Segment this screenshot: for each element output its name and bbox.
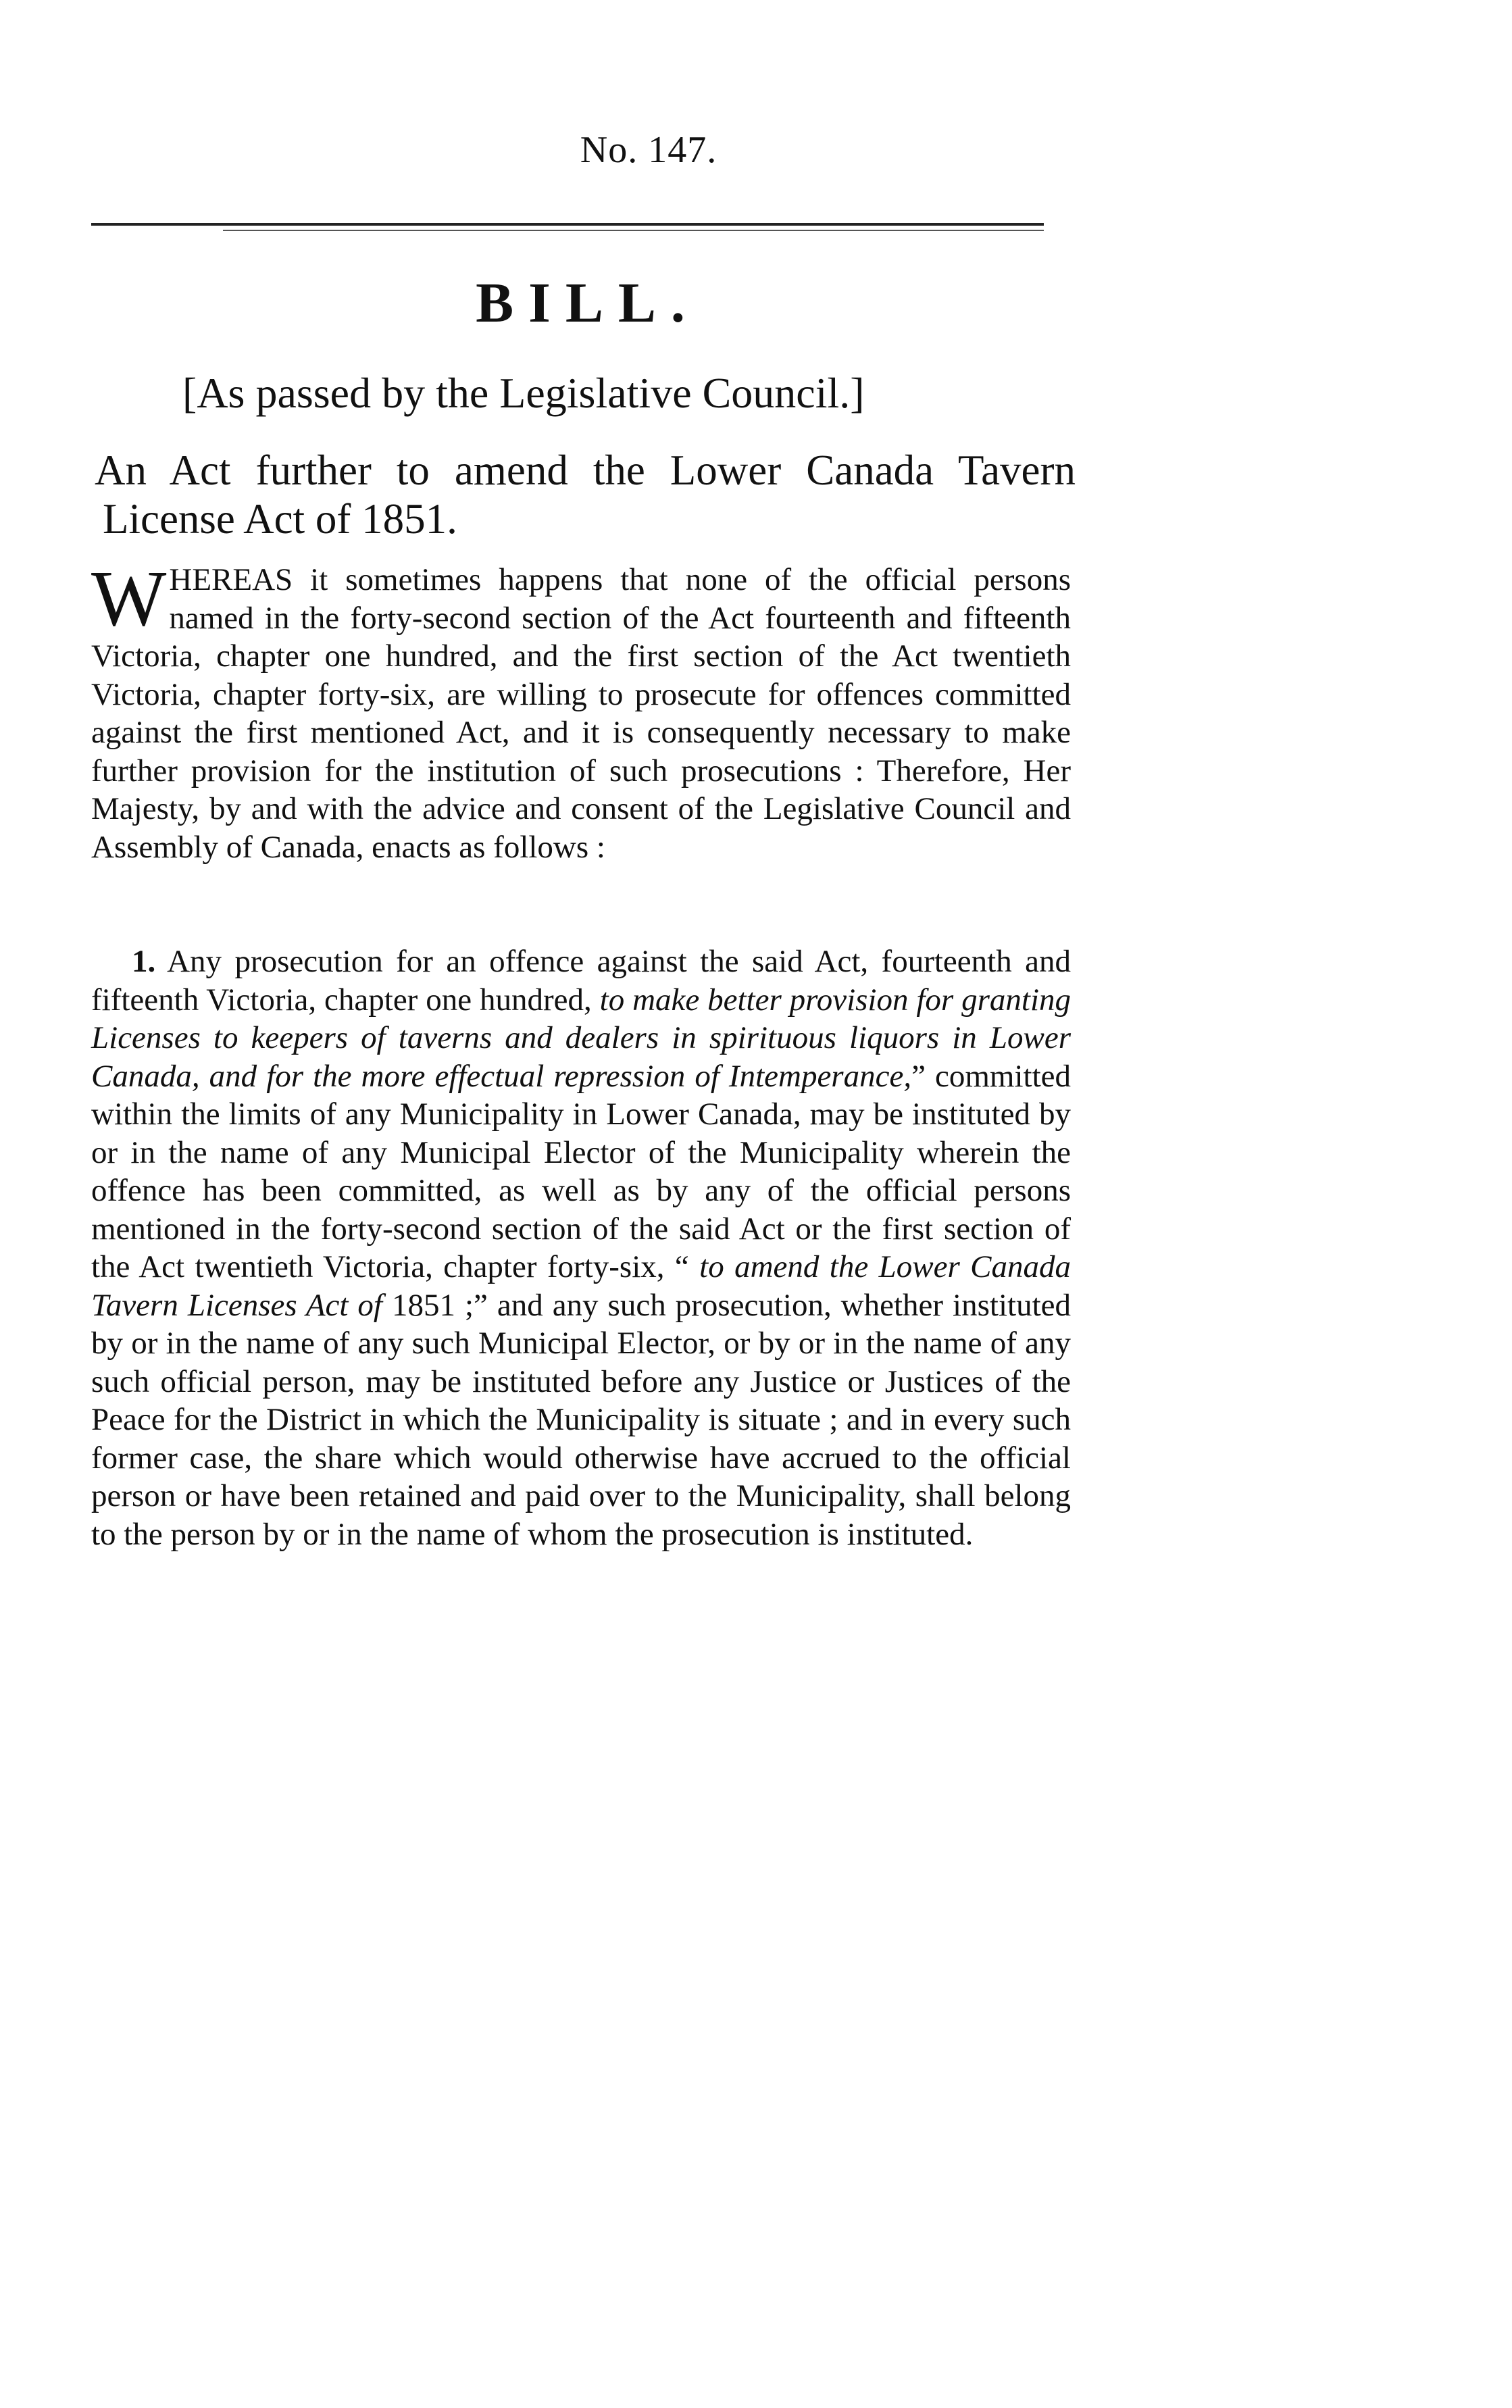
preamble-text: HEREAS it sometimes happens that none of the official persons named in the forty-second section of the Act fourteenth and fifteenth Victoria, chapter one hundred, and the first section of the Act twentieth Victoria, chapter forty-six, are willing to prosecute for offences committed against the first mentioned Act, and it is consequently necessary to make further provision for the institution of such prosecutions : Therefore, Her Majesty, by and with the advice and consent of the Legislative Council and Assembly of Canada, enacts as follows : [91,562,1071,865]
section-1-paragraph [91,943,1071,1553]
section-number: 1. [132,944,156,979]
bill-number: No. 147. [580,129,717,171]
preamble-paragraph [91,554,1071,866]
header-rule-thin [223,230,1044,231]
section-text-part1: Any prosecution for an offence against the said Act, fourteenth and fifteenth Victoria, chapter one hundred, [91,944,1071,1018]
bill-title: BILL. [476,272,700,334]
drop-cap: W [91,554,167,643]
header-rule [91,223,1044,226]
section-text-part3: 1851 ;” and any such prosecution, whether instituted by or in the name of any such Municipal Elector, or by or in the name of any such official person, may be instituted before any Justice or Justices of the Peace for the District in which the Municipality is situate ; and in every such former case, the share which would otherwise have accrued to the official person or have been retained and paid over to the Municipality, shall belong to the person by or in the name of whom the prosecution is instituted. [91,1287,1071,1552]
section-text-part2: ” committed within the limits of any Municipality in Lower Canada, may be instituted by or in the name of any Municipal Elector of the Municipality wherein the offence has been committed, as well as by any of the official persons mentioned in the forty-second section of the said Act or the first section of the Act twentieth Victoria, chapter forty-six, “ [91,1058,1071,1284]
section-italic-title1: to make better provision for granting Licenses to keepers of taverns and dealers in spirituous liquors in Lower Canada, and for the more effectual repression of Intemperance, [91,982,1072,1094]
status-line: [As passed by the Legislative Council.] [182,369,865,417]
section-italic-title2: to amend the Lower Canada Tavern Licenses Act of [91,1249,1071,1323]
act-title: An Act further to amend the Lower Canada Tavern License Act of 1851. [95,447,1076,543]
